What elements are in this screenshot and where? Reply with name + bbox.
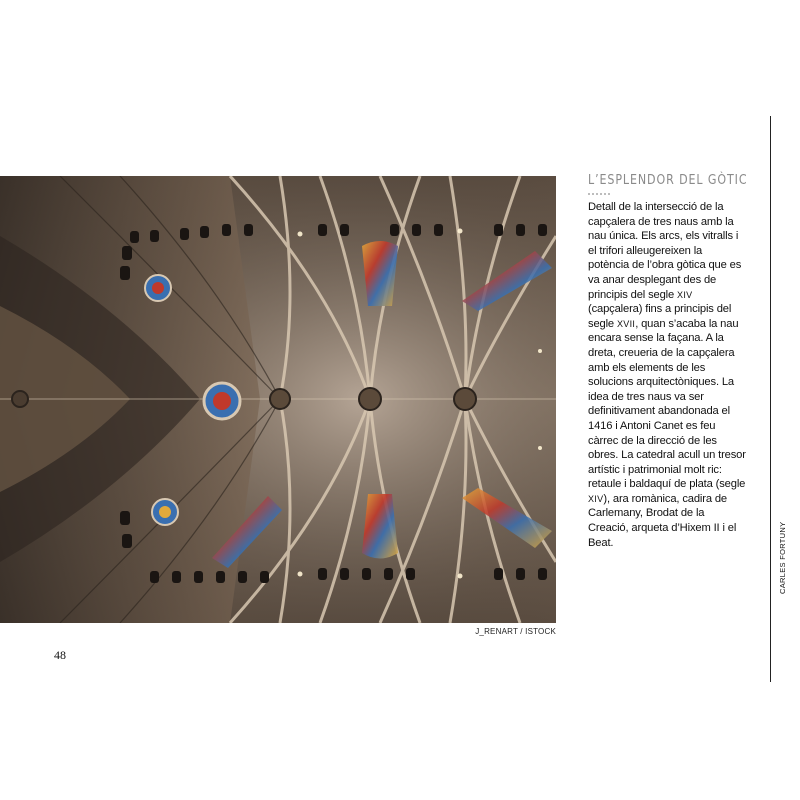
caption-text-4: ), ara romànica, cadira de Carlemany, Brodat de la Creació, arqueta d’Hixem II i el Beat.: [588, 492, 737, 549]
caption-sidebar: [588, 172, 746, 550]
caption-text-3: , quan s’acaba la nau encara sense la façana. A la dreta, creueria de la capçalera amb els elements de les solucions arquitectòniques. La idea de tres naus va ser definitivament abandonada el 1416 i Antoni Canet es feu càrrec de la direcció de les obres. La catedral acull un tresor artístic i patrimonial molt ric: retaule i baldaquí de plata (segle: [588, 317, 746, 491]
cathedral-vault-photo: [0, 176, 556, 623]
photo-credit: J_RENART / ISTOCK: [475, 627, 556, 636]
caption-text-2: (capçalera) fins a principis del segle: [588, 303, 732, 330]
author-credit: CARLES FORTUNY: [778, 521, 787, 594]
caption-text-1: Detall de la intersecció de la capçalera de tres naus amb la nau única. Els arcs, els vitralls i el trifori alleugereixen la potència de l’obra gòtica que es va anar desplegant des de principis del segle: [588, 201, 742, 301]
caption-body: [588, 200, 746, 550]
heading-divider: [588, 193, 610, 195]
vault-illustration: [0, 176, 556, 623]
page-number: 48: [54, 648, 66, 662]
caption-heading: L’ESPLENDOR DEL GÒTIC: [588, 172, 748, 188]
century-numeral: XIV: [588, 493, 604, 504]
margin-rule: [770, 116, 771, 682]
century-numeral: XVII: [616, 318, 636, 329]
century-numeral: XIV: [677, 289, 693, 300]
